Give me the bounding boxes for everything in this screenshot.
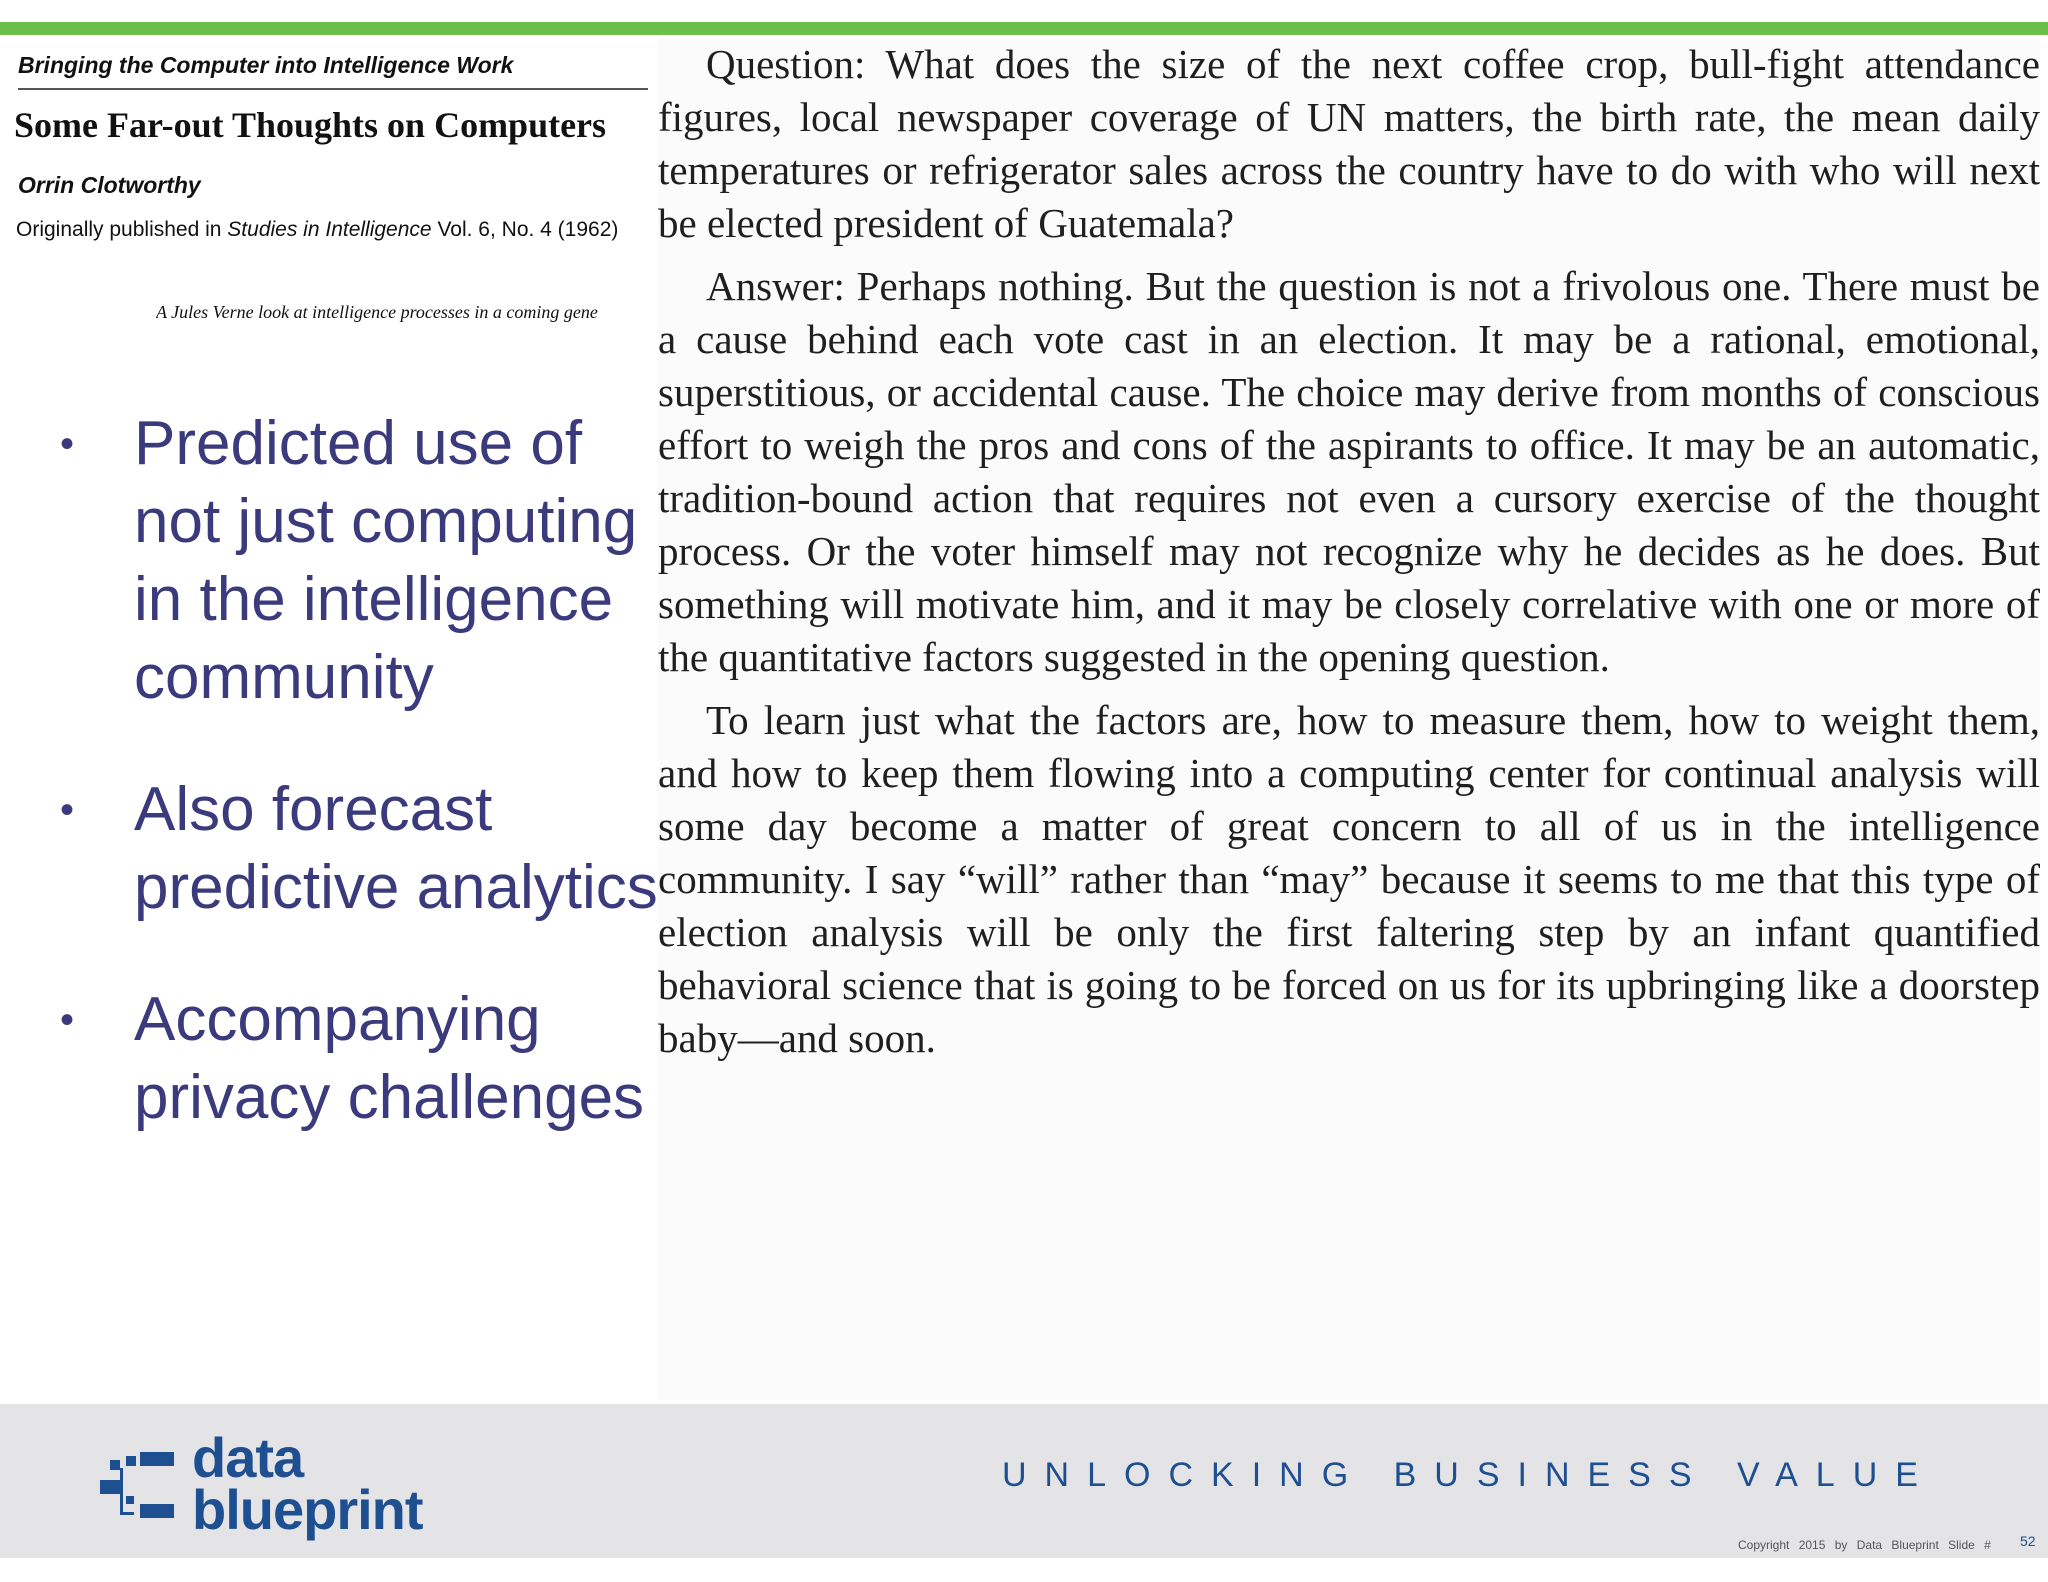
source-article-title: Some Far-out Thoughts on Computers [14, 105, 607, 145]
publication-suffix: Vol. 6, No. 4 (1962) [431, 218, 619, 241]
bullet-item [60, 771, 660, 927]
copyright-notice: Copyright 2015 by Data Blueprint Slide # [1738, 1538, 1991, 1552]
article-paragraph: To learn just what the factors are, how to measure them, how to weight them, and how to keep them flowing into a computing center for continual analysis will some day become a matter of great concern to all of us in the intelligence community. I say “will” rather than “may” because it seems to me that this type of election analysis will be only the first faltering step by an infant quantified behavioral science that is going to be forced on us for its upbringing like a doorstep baby—and soon. [658, 697, 2040, 1061]
top-accent-bar [0, 22, 2048, 35]
data-blueprint-logo [100, 1426, 490, 1541]
bullet-list [60, 405, 660, 1191]
source-subtitle: A Jules Verne look at intelligence processes in a coming gene [156, 302, 598, 322]
slide-footer [0, 1404, 2048, 1558]
bullet-dot: • [60, 422, 75, 466]
journal-name: Studies in Intelligence [227, 218, 432, 241]
logo-word-data: data [192, 1426, 304, 1489]
slide-number: 52 [2020, 1533, 2036, 1549]
bullet-text: Predicted use of not just computing in the intelligence community [134, 409, 638, 712]
article-paragraph: Question: What does the size of the next coffee crop, bull-fight attendance figures, local newspaper coverage of UN matters, the birth rate, the mean daily temperatures or refrigerator sales across the country have to do with who will next be elected president of Guatemala? [658, 41, 2040, 246]
source-series-label: Bringing the Computer into Intelligence Work [18, 52, 514, 78]
bottom-margin [0, 1558, 2048, 1582]
bullet-dot: • [60, 998, 75, 1042]
bullet-text: Accompanying privacy challenges [134, 985, 645, 1132]
article-paragraph: Answer: Perhaps nothing. But the question is not a frivolous one. There must be a cause behind each vote cast in an election. It may be a rational, emotional, superstitious, or accidental cause. The choice may derive from months of conscious effort to weigh the pros and cons of the aspirants to office. It may be an automatic, tradition-bound action that requires not even a cursory exercise of the thought process. Or the voter himself may not recognize why he decides as he does. But something will motivate him, and it may be closely correlative with one or more of the quantitative factors suggested in the opening question. [658, 263, 2040, 680]
bullet-dot: • [60, 788, 75, 832]
source-author: Orrin Clotworthy [18, 172, 201, 198]
scanned-article-excerpt [658, 38, 2040, 1400]
bullet-item [60, 981, 660, 1137]
logo-wordmark [192, 1426, 423, 1541]
logo-word-blueprint: blueprint [192, 1478, 423, 1541]
publication-prefix: Originally published in [16, 218, 228, 241]
bullet-text: Also forecast predictive analytics [134, 775, 658, 922]
blueprint-mark-icon [100, 1438, 190, 1534]
bullet-item [60, 405, 660, 717]
source-publication-info [16, 218, 618, 242]
tagline: UNLOCKING BUSINESS VALUE [1002, 1456, 1936, 1494]
header-divider [18, 88, 648, 90]
